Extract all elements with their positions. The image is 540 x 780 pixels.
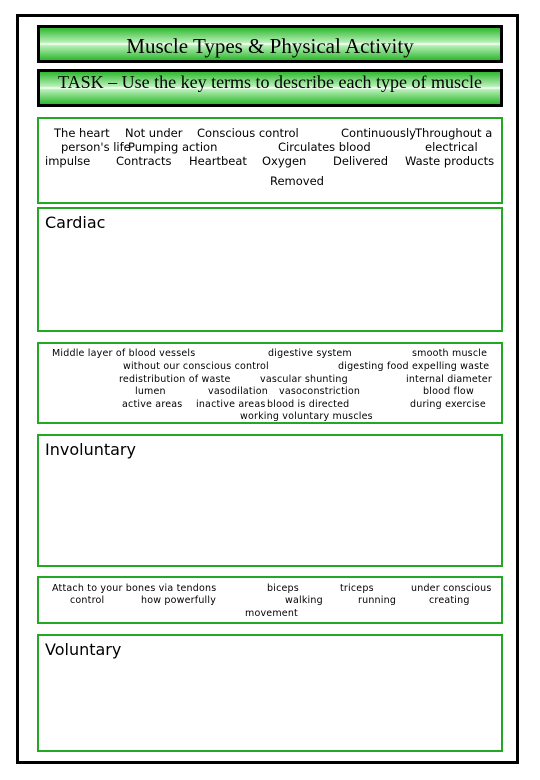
key-term: blood flow xyxy=(423,386,474,397)
key-term: triceps xyxy=(340,583,374,594)
key-term: inactive areas xyxy=(196,399,266,410)
key-term: Attach to your bones via tendons xyxy=(52,583,217,594)
key-term: biceps xyxy=(267,583,299,594)
key-term: person's life xyxy=(61,140,131,154)
key-term: Delivered xyxy=(333,154,389,168)
key-term: electrical xyxy=(425,140,478,154)
answer-box-voluntary[interactable] xyxy=(37,634,503,752)
key-terms-involuntary xyxy=(37,342,503,424)
key-term: Pumping action xyxy=(128,140,218,154)
section-heading-cardiac: Cardiac xyxy=(45,213,106,232)
key-term: smooth muscle xyxy=(412,348,488,359)
key-term: Middle layer of blood vessels xyxy=(52,348,196,359)
key-term: internal diameter xyxy=(406,374,492,385)
section-heading-voluntary: Voluntary xyxy=(45,640,122,659)
key-term: vascular shunting xyxy=(260,374,348,385)
key-term: redistribution of waste xyxy=(119,374,231,385)
key-term: impulse xyxy=(45,154,91,168)
key-term: Not under xyxy=(125,126,183,140)
key-term: Heartbeat xyxy=(189,154,247,168)
key-term: Continuously xyxy=(341,126,416,140)
key-term: control xyxy=(70,595,105,606)
key-term: lumen xyxy=(135,386,166,397)
key-term: Throughout a xyxy=(415,126,493,140)
key-term: creating xyxy=(429,595,470,606)
key-term: digestive system xyxy=(268,348,352,359)
key-term: running xyxy=(358,595,397,606)
key-term: blood is directed xyxy=(267,399,350,410)
key-terms-voluntary xyxy=(37,576,503,624)
key-term: vasodilation xyxy=(208,386,268,397)
page-title: Muscle Types & Physical Activity xyxy=(37,25,503,63)
answer-box-involuntary[interactable] xyxy=(37,434,503,567)
key-term: Oxygen xyxy=(262,154,307,168)
key-term: expelling waste xyxy=(412,361,490,372)
key-term: Waste products xyxy=(405,154,495,168)
key-term: Removed xyxy=(270,174,324,188)
key-term: during exercise xyxy=(410,399,486,410)
key-term: under conscious xyxy=(411,583,492,594)
key-term: how powerfully xyxy=(141,595,217,606)
key-term: The heart xyxy=(54,126,110,140)
key-term: walking xyxy=(285,595,323,606)
key-term: Circulates blood xyxy=(278,140,371,154)
key-terms-cardiac xyxy=(37,117,503,204)
key-term: active areas xyxy=(122,399,183,410)
section-heading-involuntary: Involuntary xyxy=(45,440,136,459)
key-term: movement xyxy=(245,608,298,619)
key-term: Contracts xyxy=(116,154,172,168)
key-term: without our conscious control xyxy=(123,361,269,372)
key-term: vasoconstriction xyxy=(279,386,361,397)
key-term: working voluntary muscles xyxy=(240,411,373,422)
key-term: digesting food xyxy=(338,361,409,372)
answer-box-cardiac[interactable] xyxy=(37,207,503,332)
task-instruction: TASK – Use the key terms to describe each type of muscle xyxy=(37,69,503,107)
key-term: Conscious control xyxy=(197,126,299,140)
